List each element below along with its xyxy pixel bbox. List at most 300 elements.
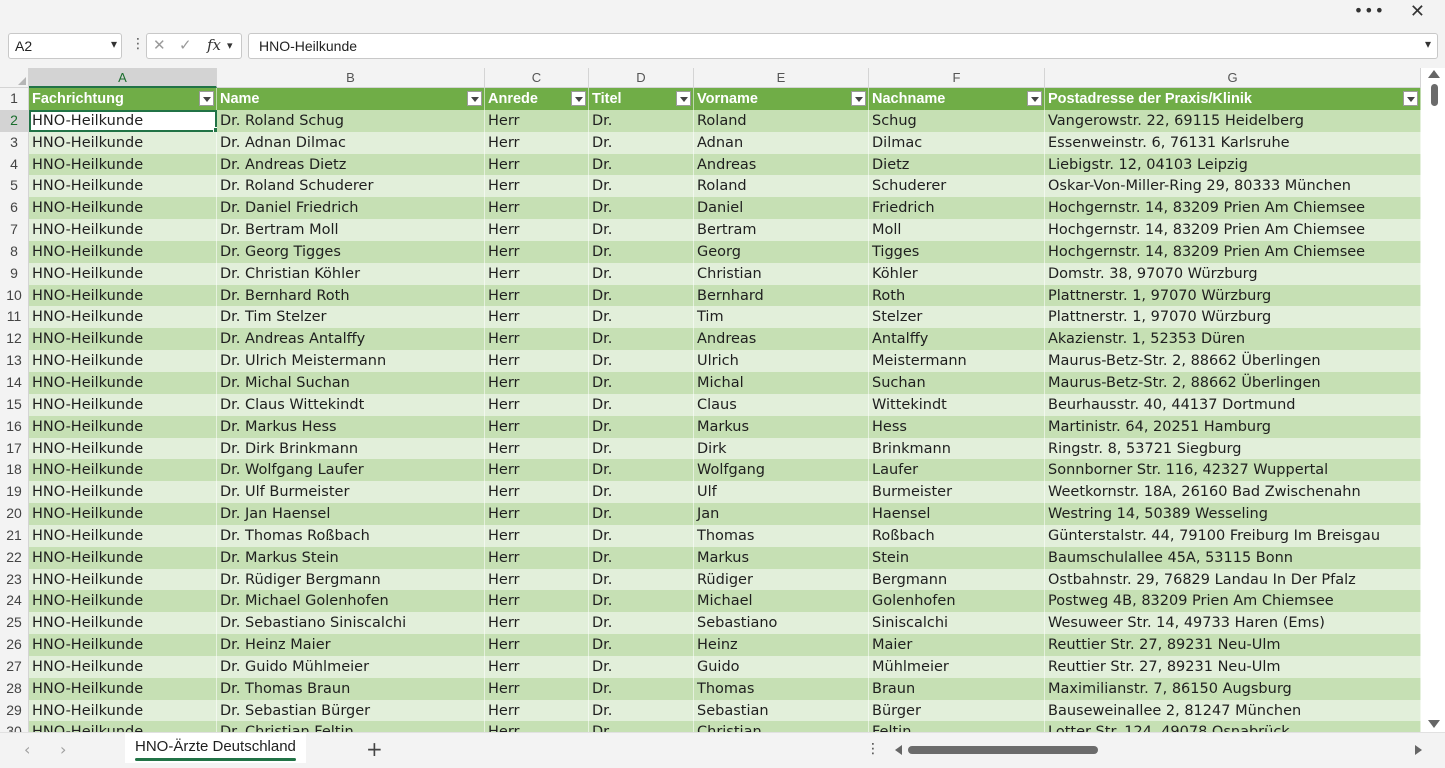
table-cell[interactable]: Friedrich [869, 197, 1045, 219]
table-cell[interactable]: Michael [694, 590, 869, 612]
table-cell[interactable]: Andreas [694, 328, 869, 350]
table-cell[interactable]: Postweg 4B, 83209 Prien Am Chiemsee [1045, 590, 1421, 612]
table-cell[interactable]: Dr. [589, 569, 694, 591]
table-cell[interactable]: Herr [485, 416, 589, 438]
table-cell[interactable]: Vangerowstr. 22, 69115 Heidelberg [1045, 110, 1421, 132]
table-cell[interactable]: HNO-Heilkunde [29, 612, 217, 634]
name-box-value: A2 [15, 38, 33, 54]
table-cell[interactable]: Roth [869, 285, 1045, 307]
column-header-c[interactable]: C [485, 68, 589, 88]
sheet-tab-label: HNO-Ärzte Deutschland [135, 738, 296, 755]
row-header[interactable]: 2 [0, 110, 29, 132]
table-cell[interactable]: Herr [485, 219, 589, 241]
table-cell[interactable]: Dr. [589, 350, 694, 372]
table-row [0, 459, 1421, 481]
table-cell[interactable]: Domstr. 38, 97070 Würzburg [1045, 263, 1421, 285]
table-row [0, 197, 1421, 219]
table-cell[interactable]: Heinz [694, 634, 869, 656]
table-cell[interactable]: Ulrich [694, 350, 869, 372]
row-header[interactable]: 26 [0, 634, 29, 656]
table-cell[interactable]: Sebastiano [694, 612, 869, 634]
next-sheet-icon[interactable]: › [60, 740, 67, 759]
table-cell[interactable]: Westring 14, 50389 Wesseling [1045, 503, 1421, 525]
table-cell[interactable]: HNO-Heilkunde [29, 285, 217, 307]
table-header-row [0, 88, 1421, 110]
table-row [0, 241, 1421, 263]
table-cell[interactable]: HNO-Heilkunde [29, 503, 217, 525]
table-cell[interactable]: Herr [485, 459, 589, 481]
table-cell[interactable]: HNO-Heilkunde [29, 132, 217, 154]
table-cell[interactable]: Haensel [869, 503, 1045, 525]
table-cell[interactable]: Dr. [589, 306, 694, 328]
row-header[interactable]: 1 [0, 88, 29, 110]
table-cell[interactable]: Herr [485, 656, 589, 678]
table-cell[interactable]: Maurus-Betz-Str. 2, 88662 Überlingen [1045, 372, 1421, 394]
row-header[interactable]: 24 [0, 590, 29, 612]
table-cell[interactable]: Herr [485, 175, 589, 197]
table-cell[interactable]: Herr [485, 525, 589, 547]
table-cell[interactable]: Dr. [589, 481, 694, 503]
chevron-down-icon[interactable]: ▾ [110, 37, 117, 51]
active-cell[interactable]: HNO-Heilkunde [29, 110, 217, 132]
table-cell[interactable]: HNO-Heilkunde [29, 219, 217, 241]
table-cell[interactable]: Dr. [589, 525, 694, 547]
formula-bar-resize-handle[interactable]: ⋮ [131, 36, 145, 52]
table-cell[interactable]: Herr [485, 700, 589, 722]
table-cell[interactable]: Herr [485, 263, 589, 285]
prev-sheet-icon[interactable]: ‹ [24, 740, 31, 759]
table-cell[interactable]: Dr. Dirk Brinkmann [217, 438, 485, 460]
column-header-b[interactable]: B [217, 68, 485, 88]
table-cell[interactable]: Herr [485, 197, 589, 219]
table-cell[interactable]: Thomas [694, 525, 869, 547]
table-cell[interactable]: HNO-Heilkunde [29, 459, 217, 481]
table-cell[interactable]: Georg [694, 241, 869, 263]
table-cell[interactable]: Dr. [589, 394, 694, 416]
table-cell[interactable]: Weetkornstr. 18A, 26160 Bad Zwischenahn [1045, 481, 1421, 503]
worksheet-grid[interactable] [0, 68, 1445, 732]
table-cell[interactable]: Schug [869, 110, 1045, 132]
header-label: Vorname [697, 91, 758, 107]
table-cell[interactable]: Dr. Thomas Roßbach [217, 525, 485, 547]
row-header[interactable]: 14 [0, 372, 29, 394]
table-cell[interactable]: Sonnborner Str. 116, 42327 Wuppertal [1045, 459, 1421, 481]
table-cell[interactable]: Dr. [589, 219, 694, 241]
row-header[interactable]: 25 [0, 612, 29, 634]
table-cell[interactable]: Dr. [589, 285, 694, 307]
table-cell[interactable]: Adnan [694, 132, 869, 154]
row-header[interactable]: 11 [0, 306, 29, 328]
table-cell[interactable]: Herr [485, 481, 589, 503]
table-row [0, 350, 1421, 372]
table-cell[interactable]: Dirk [694, 438, 869, 460]
table-cell[interactable]: Dr. [589, 656, 694, 678]
table-header-cell[interactable] [217, 88, 485, 110]
table-cell[interactable]: Plattnerstr. 1, 97070 Würzburg [1045, 285, 1421, 307]
table-cell[interactable]: Dr. [589, 503, 694, 525]
table-cell[interactable]: Dr. Markus Stein [217, 547, 485, 569]
table-cell[interactable]: Dilmac [869, 132, 1045, 154]
sheet-bar [0, 732, 1445, 768]
table-cell[interactable]: HNO-Heilkunde [29, 590, 217, 612]
column-header-g[interactable]: G [1045, 68, 1421, 88]
name-box[interactable] [8, 33, 122, 59]
table-cell[interactable]: Beurhausstr. 40, 44137 Dortmund [1045, 394, 1421, 416]
table-cell[interactable]: Hess [869, 416, 1045, 438]
table-cell[interactable]: Dr. [589, 700, 694, 722]
expand-formula-icon[interactable]: ▾ [1424, 37, 1431, 51]
row-header[interactable]: 5 [0, 175, 29, 197]
table-cell[interactable]: HNO-Heilkunde [29, 656, 217, 678]
row-header[interactable]: 19 [0, 481, 29, 503]
table-cell[interactable]: Dr. Sebastiano Siniscalchi [217, 612, 485, 634]
table-cell[interactable]: HNO-Heilkunde [29, 263, 217, 285]
table-cell[interactable]: Hochgernstr. 14, 83209 Prien Am Chiemsee [1045, 241, 1421, 263]
table-cell[interactable]: Martinistr. 64, 20251 Hamburg [1045, 416, 1421, 438]
table-cell[interactable]: Dr. Christian Köhler [217, 263, 485, 285]
table-cell[interactable]: Akazienstr. 1, 52353 Düren [1045, 328, 1421, 350]
table-cell[interactable]: Suchan [869, 372, 1045, 394]
table-cell[interactable]: Maurus-Betz-Str. 2, 88662 Überlingen [1045, 350, 1421, 372]
row-header[interactable]: 22 [0, 547, 29, 569]
table-cell[interactable]: Herr [485, 241, 589, 263]
row-header[interactable]: 21 [0, 525, 29, 547]
table-cell[interactable]: Daniel [694, 197, 869, 219]
table-cell[interactable]: Rüdiger [694, 569, 869, 591]
table-cell[interactable]: Dr. [589, 241, 694, 263]
horizontal-scroll-thumb[interactable] [908, 746, 1098, 754]
table-cell[interactable]: Dr. Adnan Dilmac [217, 132, 485, 154]
table-cell[interactable]: Liebigstr. 12, 04103 Leipzig [1045, 154, 1421, 176]
table-cell[interactable]: Dr. Heinz Maier [217, 634, 485, 656]
table-cell[interactable]: Maier [869, 634, 1045, 656]
table-cell[interactable]: Bernhard [694, 285, 869, 307]
column-header-a[interactable]: A [29, 68, 217, 88]
table-header-cell[interactable] [29, 88, 217, 110]
filter-dropdown-icon[interactable] [1027, 91, 1042, 106]
row-header[interactable]: 18 [0, 459, 29, 481]
column-header-f[interactable]: F [869, 68, 1045, 88]
table-cell[interactable]: Braun [869, 678, 1045, 700]
row-header[interactable]: 13 [0, 350, 29, 372]
row-header[interactable]: 29 [0, 700, 29, 722]
filter-dropdown-icon[interactable] [467, 91, 482, 106]
table-cell[interactable]: Siniscalchi [869, 612, 1045, 634]
table-cell[interactable]: Herr [485, 612, 589, 634]
table-row [0, 503, 1421, 525]
table-row [0, 656, 1421, 678]
table-cell[interactable]: Dr. Tim Stelzer [217, 306, 485, 328]
table-cell[interactable]: Herr [485, 285, 589, 307]
add-sheet-button[interactable]: + [366, 737, 383, 761]
table-cell[interactable]: HNO-Heilkunde [29, 372, 217, 394]
row-header[interactable]: 28 [0, 678, 29, 700]
table-cell[interactable]: Dr. Michal Suchan [217, 372, 485, 394]
table-cell[interactable]: Bergmann [869, 569, 1045, 591]
table-cell[interactable]: Dr. Sebastian Bürger [217, 700, 485, 722]
table-row [0, 678, 1421, 700]
table-header-cell[interactable] [1045, 88, 1421, 110]
table-cell[interactable]: Dr. Bertram Moll [217, 219, 485, 241]
more-options-icon[interactable]: ••• [1353, 1, 1385, 20]
table-header-cell[interactable] [589, 88, 694, 110]
scroll-up-icon[interactable] [1428, 70, 1440, 78]
table-cell[interactable]: Bauseweinallee 2, 81247 München [1045, 700, 1421, 722]
table-cell[interactable]: HNO-Heilkunde [29, 547, 217, 569]
row-header[interactable]: 3 [0, 132, 29, 154]
select-all-button[interactable] [0, 68, 29, 88]
table-cell[interactable]: Schuderer [869, 175, 1045, 197]
table-cell[interactable]: Herr [485, 590, 589, 612]
table-cell[interactable]: Dr. [589, 547, 694, 569]
table-cell[interactable]: Tim [694, 306, 869, 328]
table-cell[interactable]: Herr [485, 569, 589, 591]
table-cell[interactable]: Stelzer [869, 306, 1045, 328]
cancel-icon[interactable]: ✕ [153, 36, 166, 54]
formula-bar [0, 24, 1445, 68]
table-cell[interactable]: Herr [485, 154, 589, 176]
table-cell[interactable]: Markus [694, 547, 869, 569]
row-header[interactable]: 9 [0, 263, 29, 285]
table-cell[interactable]: Roland [694, 110, 869, 132]
table-cell[interactable]: Laufer [869, 459, 1045, 481]
table-cell[interactable]: Wolfgang [694, 459, 869, 481]
table-cell[interactable]: Wesuweer Str. 14, 49733 Haren (Ems) [1045, 612, 1421, 634]
table-cell[interactable]: Markus [694, 416, 869, 438]
scroll-down-icon[interactable] [1428, 720, 1440, 728]
table-cell[interactable]: Dr. [589, 438, 694, 460]
table-cell[interactable]: Dr. [589, 197, 694, 219]
formula-input[interactable] [248, 33, 1438, 59]
table-cell[interactable]: Dr. Jan Haensel [217, 503, 485, 525]
table-cell[interactable]: Günterstalstr. 44, 79100 Freiburg Im Breisgau [1045, 525, 1421, 547]
table-cell[interactable]: Dr. Bernhard Roth [217, 285, 485, 307]
table-cell[interactable]: Plattnerstr. 1, 97070 Würzburg [1045, 306, 1421, 328]
table-row [0, 132, 1421, 154]
column-header-d[interactable]: D [589, 68, 694, 88]
table-cell[interactable]: Hochgernstr. 14, 83209 Prien Am Chiemsee [1045, 197, 1421, 219]
table-cell[interactable]: HNO-Heilkunde [29, 634, 217, 656]
row-header[interactable]: 8 [0, 241, 29, 263]
table-cell[interactable]: Herr [485, 110, 589, 132]
table-cell[interactable]: Ostbahnstr. 29, 76829 Landau In Der Pfalz [1045, 569, 1421, 591]
row-header[interactable]: 27 [0, 656, 29, 678]
tab-split-handle[interactable]: ⋮ [866, 741, 880, 757]
table-cell[interactable]: Dr. Markus Hess [217, 416, 485, 438]
table-row [0, 525, 1421, 547]
table-cell[interactable]: HNO-Heilkunde [29, 700, 217, 722]
table-cell[interactable]: Roßbach [869, 525, 1045, 547]
table-header-cell[interactable] [869, 88, 1045, 110]
table-cell[interactable]: HNO-Heilkunde [29, 328, 217, 350]
table-cell[interactable]: Dr. [589, 175, 694, 197]
vertical-scroll-thumb[interactable] [1431, 84, 1438, 106]
table-cell[interactable]: Bertram [694, 219, 869, 241]
table-cell[interactable]: Baumschulallee 45A, 53115 Bonn [1045, 547, 1421, 569]
table-cell[interactable]: HNO-Heilkunde [29, 481, 217, 503]
table-cell[interactable]: Dr. [589, 634, 694, 656]
table-cell[interactable]: Roland [694, 175, 869, 197]
table-cell[interactable]: Dr. [589, 590, 694, 612]
table-row [0, 219, 1421, 241]
table-cell[interactable]: Herr [485, 306, 589, 328]
table-cell[interactable]: HNO-Heilkunde [29, 175, 217, 197]
close-icon[interactable]: ✕ [1409, 1, 1425, 22]
table-cell[interactable]: Dr. [589, 328, 694, 350]
row-header[interactable]: 17 [0, 438, 29, 460]
row-header[interactable]: 7 [0, 219, 29, 241]
table-cell[interactable]: Golenhofen [869, 590, 1045, 612]
table-cell[interactable]: HNO-Heilkunde [29, 306, 217, 328]
table-cell[interactable]: Michal [694, 372, 869, 394]
table-cell[interactable]: HNO-Heilkunde [29, 438, 217, 460]
table-cell[interactable]: Herr [485, 678, 589, 700]
table-cell[interactable]: Herr [485, 328, 589, 350]
filter-dropdown-icon[interactable] [571, 91, 586, 106]
scroll-left-icon[interactable] [895, 745, 902, 755]
table-cell[interactable]: Reuttier Str. 27, 89231 Neu-Ulm [1045, 656, 1421, 678]
header-label: Name [220, 91, 260, 107]
horizontal-scrollbar[interactable] [892, 743, 1422, 757]
table-cell[interactable]: Thomas [694, 678, 869, 700]
header-label: Fachrichtung [32, 91, 124, 107]
table-row [0, 438, 1421, 460]
table-cell[interactable]: HNO-Heilkunde [29, 569, 217, 591]
table-cell[interactable]: Bürger [869, 700, 1045, 722]
chevron-down-icon[interactable]: ▾ [227, 39, 233, 52]
table-cell[interactable]: Dr. Daniel Friedrich [217, 197, 485, 219]
table-cell[interactable]: Dr. [589, 459, 694, 481]
row-header[interactable]: 10 [0, 285, 29, 307]
sheet-tab[interactable] [125, 733, 306, 763]
table-cell[interactable]: HNO-Heilkunde [29, 416, 217, 438]
table-cell[interactable]: Dr. Wolfgang Laufer [217, 459, 485, 481]
table-cell[interactable]: Dr. Andreas Antalffy [217, 328, 485, 350]
table-cell[interactable]: Dr. Michael Golenhofen [217, 590, 485, 612]
table-cell[interactable]: Herr [485, 132, 589, 154]
table-cell[interactable]: Maximilianstr. 7, 86150 Augsburg [1045, 678, 1421, 700]
table-cell[interactable]: Ringstr. 8, 53721 Siegburg [1045, 438, 1421, 460]
table-cell[interactable]: Andreas [694, 154, 869, 176]
row-header[interactable]: 12 [0, 328, 29, 350]
table-row [0, 416, 1421, 438]
filter-dropdown-icon[interactable] [851, 91, 866, 106]
table-cell[interactable]: Meistermann [869, 350, 1045, 372]
vertical-scrollbar[interactable] [1425, 68, 1445, 732]
table-cell[interactable]: Dr. Ulrich Meistermann [217, 350, 485, 372]
table-cell[interactable]: Dr. Claus Wittekindt [217, 394, 485, 416]
table-cell[interactable]: Dr. Roland Schug [217, 110, 485, 132]
table-cell[interactable]: Dr. Rüdiger Bergmann [217, 569, 485, 591]
column-header-e[interactable]: E [694, 68, 869, 88]
table-cell[interactable]: Dr. Ulf Burmeister [217, 481, 485, 503]
scroll-right-icon[interactable] [1415, 745, 1422, 755]
table-cell[interactable]: Dr. [589, 612, 694, 634]
table-cell[interactable]: HNO-Heilkunde [29, 394, 217, 416]
enter-icon[interactable]: ✓ [179, 36, 192, 54]
table-cell[interactable]: Guido [694, 656, 869, 678]
table-cell[interactable]: HNO-Heilkunde [29, 525, 217, 547]
table-cell[interactable]: Mühlmeier [869, 656, 1045, 678]
table-cell[interactable]: Dr. [589, 263, 694, 285]
table-cell[interactable]: Jan [694, 503, 869, 525]
table-cell[interactable]: Dietz [869, 154, 1045, 176]
table-cell[interactable]: Köhler [869, 263, 1045, 285]
table-cell[interactable]: Brinkmann [869, 438, 1045, 460]
table-cell[interactable]: Dr. Andreas Dietz [217, 154, 485, 176]
table-cell[interactable]: Christian [694, 263, 869, 285]
table-cell[interactable]: HNO-Heilkunde [29, 350, 217, 372]
table-cell[interactable]: Dr. [589, 416, 694, 438]
table-cell[interactable]: HNO-Heilkunde [29, 678, 217, 700]
table-cell[interactable]: Moll [869, 219, 1045, 241]
table-cell[interactable]: HNO-Heilkunde [29, 154, 217, 176]
header-label: Anrede [488, 91, 538, 107]
table-cell[interactable]: Herr [485, 634, 589, 656]
row-header[interactable]: 15 [0, 394, 29, 416]
table-cell[interactable]: Dr. Georg Tigges [217, 241, 485, 263]
table-cell[interactable]: Essenweinstr. 6, 76131 Karlsruhe [1045, 132, 1421, 154]
row-header[interactable]: 16 [0, 416, 29, 438]
table-cell[interactable]: Ulf [694, 481, 869, 503]
table-cell[interactable]: Stein [869, 547, 1045, 569]
table-cell[interactable]: Antalffy [869, 328, 1045, 350]
table-cell[interactable]: Dr. [589, 132, 694, 154]
table-cell[interactable]: Wittekindt [869, 394, 1045, 416]
table-cell[interactable]: Tigges [869, 241, 1045, 263]
table-cell[interactable]: Claus [694, 394, 869, 416]
row-header[interactable]: 6 [0, 197, 29, 219]
table-cell[interactable]: Herr [485, 394, 589, 416]
table-cell[interactable]: Dr. Thomas Braun [217, 678, 485, 700]
table-cell[interactable]: Herr [485, 372, 589, 394]
filter-dropdown-icon[interactable] [199, 91, 214, 106]
table-row [0, 481, 1421, 503]
table-cell[interactable]: Burmeister [869, 481, 1045, 503]
table-cell[interactable]: Dr. [589, 154, 694, 176]
table-cell[interactable]: Sebastian [694, 700, 869, 722]
row-header[interactable]: 20 [0, 503, 29, 525]
table-row [0, 154, 1421, 176]
table-cell[interactable]: Dr. [589, 110, 694, 132]
table-cell[interactable]: Dr. Guido Mühlmeier [217, 656, 485, 678]
table-row [0, 328, 1421, 350]
table-header-cell[interactable] [694, 88, 869, 110]
insert-function-icon[interactable]: fx [207, 36, 222, 54]
table-cell[interactable]: Reuttier Str. 27, 89231 Neu-Ulm [1045, 634, 1421, 656]
header-label: Titel [592, 91, 622, 107]
table-cell[interactable]: Herr [485, 438, 589, 460]
table-cell[interactable]: Oskar-Von-Miller-Ring 29, 80333 München [1045, 175, 1421, 197]
table-cell[interactable]: Herr [485, 350, 589, 372]
table-cell[interactable]: Dr. Roland Schuderer [217, 175, 485, 197]
table-cell[interactable]: Herr [485, 503, 589, 525]
table-row [0, 590, 1421, 612]
table-cell[interactable]: Hochgernstr. 14, 83209 Prien Am Chiemsee [1045, 219, 1421, 241]
table-cell[interactable]: HNO-Heilkunde [29, 241, 217, 263]
filter-dropdown-icon[interactable] [676, 91, 691, 106]
table-cell[interactable]: Dr. [589, 678, 694, 700]
table-row [0, 569, 1421, 591]
table-cell[interactable]: HNO-Heilkunde [29, 197, 217, 219]
filter-dropdown-icon[interactable] [1403, 91, 1418, 106]
table-cell[interactable]: Herr [485, 547, 589, 569]
table-header-cell[interactable] [485, 88, 589, 110]
row-header[interactable]: 23 [0, 569, 29, 591]
table-row [0, 612, 1421, 634]
row-header[interactable]: 4 [0, 154, 29, 176]
table-cell[interactable]: Dr. [589, 372, 694, 394]
